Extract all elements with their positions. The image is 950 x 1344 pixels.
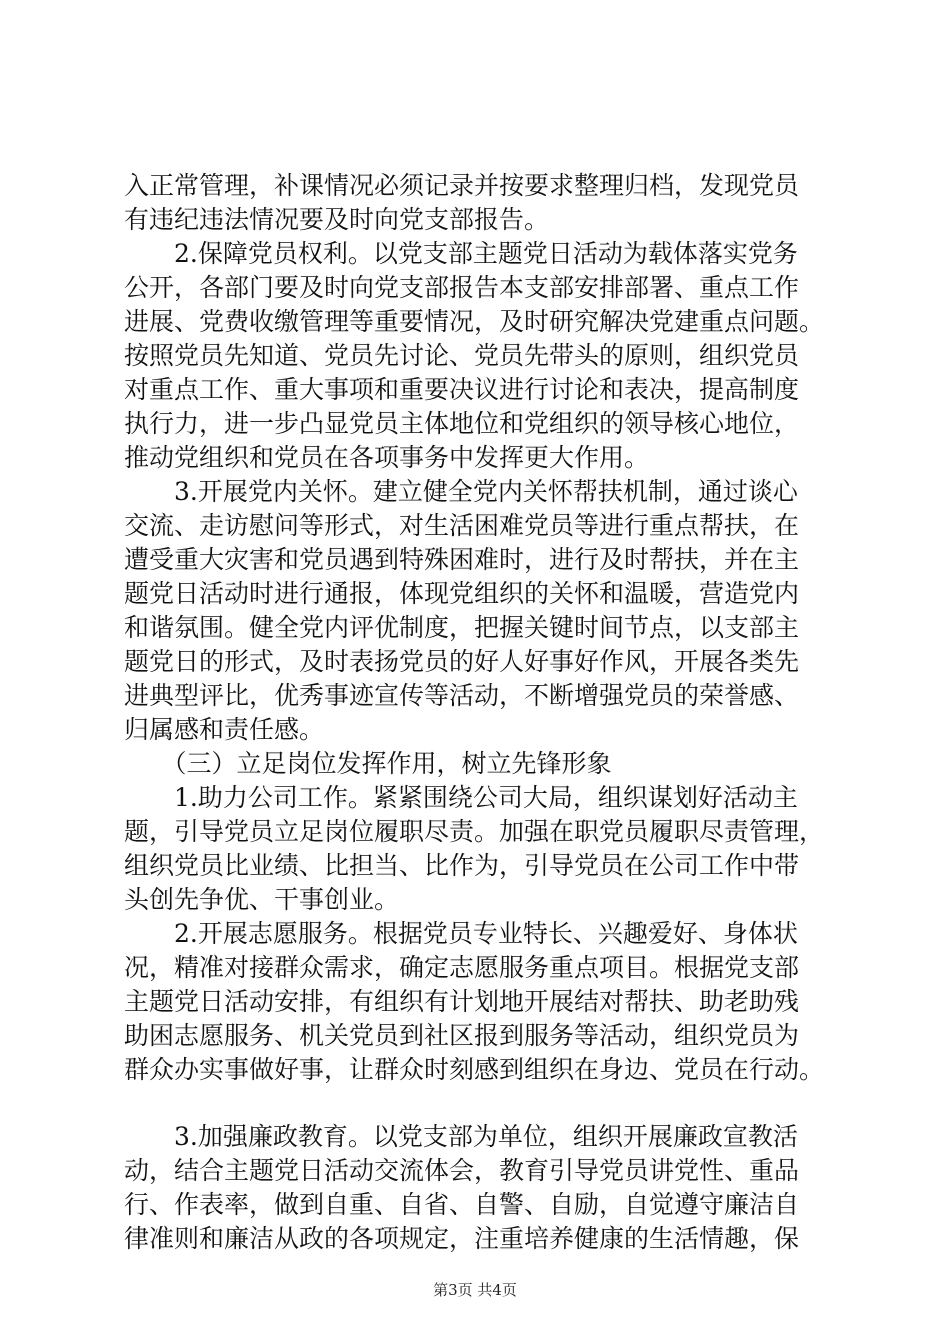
text-line: 3.开展党内关怀。建立健全党内关怀帮扶机制，通过谈心	[124, 477, 798, 506]
text-line: 组织党员比业绩、比担当、比作为，引导党员在公司工作中带	[124, 851, 800, 880]
text-line: 公开，各部门要及时向党支部报告本支部安排部署、重点工作	[124, 273, 800, 302]
text-line: 助困志愿服务、机关党员到社区报到服务等活动，组织党员为	[124, 1021, 800, 1050]
page-number: 第3页 共4页	[433, 1281, 517, 1299]
text-line: 况，精准对接群众需求，确定志愿服务重点项目。根据党支部	[124, 953, 800, 982]
text-line: 归属感和责任感。	[124, 715, 325, 744]
text-line: 1.助力公司工作。紧紧围绕公司大局，组织谋划好活动主	[124, 783, 798, 812]
text-line: 群众办实事做好事，让群众时刻感到组织在身边、党员在行动。	[124, 1055, 825, 1084]
text-line: 题，引导党员立足岗位履职尽责。加强在职党员履职尽责管理，	[124, 817, 825, 846]
text-line: 推动党组织和党员在各项事务中发挥更大作用。	[124, 443, 650, 472]
text-line: 交流、走访慰问等形式，对生活困难党员等进行重点帮扶，在	[124, 511, 800, 540]
text-line: 头创先争优、干事创业。	[124, 885, 400, 914]
text-line: 行、作表率，做到自重、自省、自警、自励，自觉遵守廉洁自	[124, 1190, 800, 1219]
text-line: 3.加强廉政教育。以党支部为单位，组织开展廉政宣教活	[124, 1122, 798, 1151]
text-line: 主题党日活动安排，有组织有计划地开展结对帮扶、助老助残	[124, 987, 800, 1016]
text-line: 执行力，进一步凸显党员主体地位和党组织的领导核心地位，	[124, 409, 800, 438]
text-line: 2.开展志愿服务。根据党员专业特长、兴趣爱好、身体状	[124, 919, 798, 948]
text-line: 动，结合主题党日活动交流体会，教育引导党员讲党性、重品	[124, 1156, 800, 1185]
text-line: 遭受重大灾害和党员遇到特殊困难时，进行及时帮扶，并在主	[124, 545, 800, 574]
text-line: 题党日活动时进行通报，体现党组织的关怀和温暖，营造党内	[124, 579, 800, 608]
text-line: 2.保障党员权利。以党支部主题党日活动为载体落实党务	[124, 239, 798, 268]
text-line: 律准则和廉洁从政的各项规定，注重培养健康的生活情趣，保	[124, 1224, 800, 1253]
text-line: 按照党员先知道、党员先讨论、党员先带头的原则，组织党员	[124, 341, 800, 370]
text-line: 题党日的形式，及时表扬党员的好人好事好作风，开展各类先	[124, 647, 800, 676]
text-line: 和谐氛围。健全党内评优制度，把握关键时间节点，以支部主	[124, 613, 800, 642]
section-heading: （三）立足岗位发挥作用，树立先锋形象	[124, 749, 612, 778]
text-line: 有违纪违法情况要及时向党支部报告。	[124, 205, 550, 234]
text-line: 入正常管理，补课情况必须记录并按要求整理归档，发现党员	[124, 171, 800, 200]
text-line: 对重点工作、重大事项和重要决议进行讨论和表决，提高制度	[124, 375, 800, 404]
text-line: 进展、党费收缴管理等重要情况，及时研究解决党建重点问题。	[124, 307, 825, 336]
text-line: 进典型评比，优秀事迹宣传等活动，不断增强党员的荣誉感、	[124, 681, 800, 710]
